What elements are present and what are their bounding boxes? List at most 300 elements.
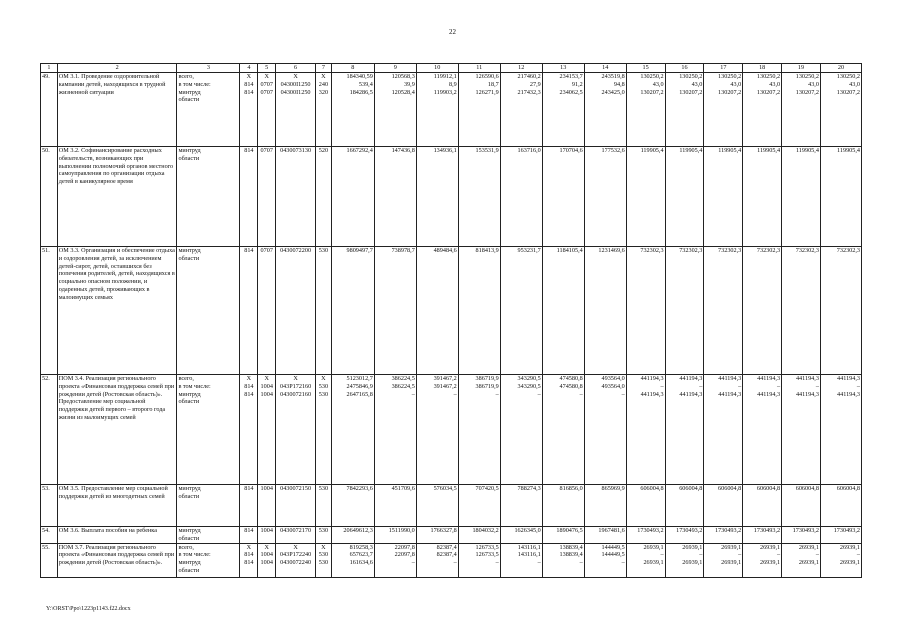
code-section-line: X: [264, 73, 269, 80]
year-amount-line: 39,9: [403, 80, 415, 88]
code-ministry: [240, 375, 258, 485]
code-ministry: [240, 543, 258, 577]
year-amount: [743, 73, 782, 147]
measure-name: ОМ 3.6. Выплата пособия на ребенка: [57, 527, 177, 544]
header-cell: 16: [665, 64, 704, 73]
year-amount-line: 386224,5: [391, 375, 415, 382]
year-amount-line: 818413,9: [475, 247, 499, 254]
code-ministry: [240, 73, 258, 147]
row-number: 49.: [41, 73, 58, 147]
total-amount-line: 819258,3: [349, 543, 373, 551]
year-amount: [374, 247, 416, 375]
header-cell: 17: [704, 64, 743, 73]
year-amount: [584, 375, 626, 485]
code-section-line: X: [264, 375, 269, 382]
executor: [177, 375, 240, 485]
year-amount-line: 119905,4: [795, 147, 819, 154]
total-amount-line: 7842293,6: [346, 485, 373, 492]
code-section-line: 1004: [260, 382, 273, 390]
year-amount: [416, 247, 458, 375]
year-amount-line: 126590,6: [475, 73, 499, 80]
year-amount-line: 1730493,2: [833, 527, 860, 534]
code-ministry: [240, 527, 258, 544]
row-number: 54.: [41, 527, 58, 544]
year-amount-line: 732302,3: [756, 247, 781, 254]
year-amount-line: 26939,1: [721, 543, 742, 551]
year-amount: [704, 543, 743, 577]
year-amount-line: 130207,2: [679, 88, 703, 96]
executor: [177, 147, 240, 247]
year-amount-line: 441194,3: [640, 375, 664, 382]
year-amount-line: 119905,4: [679, 147, 703, 154]
year-amount-line: 1967481,6: [598, 527, 625, 534]
year-amount-line: –: [660, 551, 664, 559]
total-amount-line: 9809497,7: [346, 247, 373, 254]
year-amount: [542, 375, 584, 485]
year-amount: [500, 485, 542, 527]
row-number: 52.: [41, 375, 58, 485]
year-amount-line: –: [537, 390, 541, 398]
year-amount-line: 153531,9: [475, 147, 499, 154]
total-amount-line: 5123012,7: [346, 375, 373, 382]
code-expense-line: 520: [318, 147, 329, 154]
code-expense-line: 530: [318, 551, 329, 559]
year-amount-line: 130250,2: [679, 73, 703, 80]
year-amount: [500, 543, 542, 577]
year-amount-line: 119912,1: [433, 73, 457, 80]
code-section-line: 0707: [260, 247, 273, 254]
year-amount-line: 130207,2: [795, 88, 819, 96]
year-amount-line: 386719,9: [475, 382, 499, 390]
executor-line: минтруд: [178, 147, 201, 154]
year-amount: [665, 73, 704, 147]
year-amount-line: –: [660, 382, 664, 390]
code-target: [276, 147, 316, 247]
executor-line: всего,: [178, 375, 194, 382]
year-amount: [500, 375, 542, 485]
measure-name: ПОМ 3.4. Реализация регионального проекта «Финансовая поддержка семей при рождении детей (Ростовская область)». Предоставление мер социальной поддержки детей первого – второго года жизни из малоимущих семей: [57, 375, 177, 485]
row-number: 50.: [41, 147, 58, 247]
row-number: 55.: [41, 543, 58, 577]
year-amount: [665, 527, 704, 544]
year-amount-line: 1511990,0: [388, 527, 415, 534]
year-amount-line: –: [453, 559, 457, 566]
year-amount-line: 144449,5: [601, 551, 625, 559]
year-amount-line: 738978,7: [391, 247, 415, 254]
executor-line: области: [178, 534, 200, 542]
year-amount-line: –: [856, 551, 860, 559]
year-amount-line: 126271,9: [475, 88, 499, 96]
code-target: [276, 543, 316, 577]
budget-table: [40, 63, 862, 578]
executor: [177, 247, 240, 375]
year-amount: [626, 485, 665, 527]
year-amount: [500, 73, 542, 147]
year-amount-line: 1730493,2: [676, 527, 703, 534]
row-number: 53.: [41, 485, 58, 527]
year-amount-line: 27,9: [529, 80, 541, 88]
header-cell: 10: [416, 64, 458, 73]
total-amount-line: 539,4: [358, 80, 373, 88]
measure-name: ОМ 3.5. Предоставление мер социальной поддержки детей из многодетных семей: [57, 485, 177, 527]
total-amount-line: 2647165,8: [346, 390, 373, 398]
code-expense: [316, 527, 332, 544]
table-row: [41, 527, 862, 544]
year-amount-line: 606004,8: [640, 485, 664, 492]
year-amount: [626, 375, 665, 485]
code-expense-line: 530: [318, 247, 329, 254]
code-section: [258, 527, 276, 544]
code-section-line: X: [264, 543, 269, 551]
year-amount-line: 441194,3: [679, 375, 703, 382]
year-amount-line: 732302,3: [836, 247, 860, 254]
code-ministry-line: 814: [244, 88, 254, 96]
year-amount-line: 1804032,2: [472, 527, 499, 534]
year-amount: [626, 527, 665, 544]
year-amount: [820, 247, 861, 375]
year-amount-line: –: [815, 551, 819, 559]
year-amount-line: –: [495, 390, 499, 398]
header-row: [41, 64, 862, 73]
year-amount-line: 43,0: [769, 80, 781, 88]
year-amount-line: –: [699, 551, 703, 559]
year-amount-line: 474580,8: [559, 382, 583, 390]
year-amount-line: 43,0: [652, 80, 664, 88]
measure-name: ОМ 3.2. Софинансирование расходных обязательств, возникающих при выполнении полномочий органов местного самоуправления по организации отдыха детей в каникулярное время: [57, 147, 177, 247]
code-target-line: X: [293, 543, 298, 551]
table-row: [41, 375, 862, 485]
year-amount-line: 606004,8: [718, 485, 742, 492]
year-amount-line: 1184105,4: [556, 247, 583, 254]
year-amount-line: 386224,5: [391, 382, 415, 390]
year-amount-line: 451709,6: [391, 485, 415, 492]
year-amount-line: 441194,3: [757, 390, 781, 398]
year-amount: [584, 247, 626, 375]
header-cell: 7: [316, 64, 332, 73]
year-amount: [820, 527, 861, 544]
year-amount-line: 120528,4: [391, 88, 415, 96]
code-section: [258, 375, 276, 485]
year-amount-line: 234153,7: [559, 73, 583, 80]
header-cell: 19: [782, 64, 821, 73]
year-amount-line: 732302,3: [795, 247, 819, 254]
year-amount: [584, 485, 626, 527]
year-amount: [416, 527, 458, 544]
code-ministry-line: 814: [244, 551, 254, 559]
year-amount-line: –: [495, 559, 499, 566]
year-amount-line: 732302,3: [640, 247, 664, 254]
year-amount: [665, 543, 704, 577]
year-amount-line: 489484,6: [433, 247, 457, 254]
year-amount: [374, 147, 416, 247]
year-amount-line: 26939,1: [798, 543, 819, 551]
code-target-line: 0430072160: [280, 390, 312, 398]
year-amount: [743, 543, 782, 577]
code-expense-line: 320: [318, 88, 329, 96]
executor-line: в том числе:: [178, 551, 211, 559]
code-expense-line: 530: [318, 390, 329, 398]
year-amount: [704, 247, 743, 375]
year-amount-line: 343290,5: [517, 382, 541, 390]
code-section-line: 0707: [260, 147, 273, 154]
year-amount-line: 130207,2: [756, 88, 781, 96]
total-amount: [331, 527, 374, 544]
year-amount-line: 22097,8: [394, 551, 415, 559]
year-amount-line: –: [776, 551, 781, 559]
code-expense-line: 530: [318, 527, 329, 534]
code-section-line: 0707: [260, 80, 273, 88]
year-amount: [458, 247, 500, 375]
year-amount-line: –: [738, 551, 742, 559]
total-amount-line: 161634,6: [349, 559, 373, 566]
code-target: [276, 247, 316, 375]
header-cell: 12: [500, 64, 542, 73]
year-amount-line: 493564,0: [601, 382, 625, 390]
year-amount: [374, 527, 416, 544]
code-expense-line: 240: [318, 80, 329, 88]
header-cell: 4: [240, 64, 258, 73]
code-expense: [316, 247, 332, 375]
year-amount: [743, 375, 782, 485]
code-expense: [316, 73, 332, 147]
year-amount-line: 386719,9: [475, 375, 499, 382]
code-target-line: 0430073130: [280, 147, 312, 154]
year-amount-line: 26939,1: [839, 559, 860, 566]
year-amount-line: 130207,2: [836, 88, 860, 96]
total-amount-line: 2475846,9: [346, 382, 373, 390]
year-amount: [743, 147, 782, 247]
executor-line: минтруд: [178, 527, 201, 534]
code-ministry-line: 814: [244, 80, 254, 88]
year-amount-line: 391467,2: [433, 382, 457, 390]
year-amount-line: 441194,3: [640, 390, 664, 398]
executor-line: в том числе:: [178, 382, 211, 390]
year-amount: [542, 527, 584, 544]
year-amount-line: 43,0: [849, 80, 860, 88]
year-amount-line: –: [579, 559, 583, 566]
year-amount-line: 130207,2: [640, 88, 664, 96]
year-amount-line: 130207,2: [718, 88, 742, 96]
executor-line: всего,: [178, 543, 194, 551]
total-amount: [331, 543, 374, 577]
year-amount-line: 441194,3: [679, 390, 703, 398]
total-amount-line: 184286,5: [349, 88, 373, 96]
header-cell: 1: [41, 64, 58, 73]
year-amount: [665, 485, 704, 527]
year-amount: [743, 485, 782, 527]
executor-line: области: [178, 254, 200, 262]
code-section: [258, 73, 276, 147]
year-amount: [458, 375, 500, 485]
executor-line: области: [178, 154, 200, 162]
code-expense-line: X: [321, 543, 326, 551]
year-amount-line: 243519,8: [601, 73, 625, 80]
measure-name: ОМ 3.3. Организация и обеспечение отдыха и оздоровления детей, за исключением детей-сирот, детей, оставшихся без попечения родителей, детей, находящихся в социально опасном положении, и одаренных детей, проживающих в малоимущих семьях: [57, 247, 177, 375]
year-amount: [458, 543, 500, 577]
year-amount-line: 732302,3: [679, 247, 703, 254]
file-path-footer: Y:\ORST\Ppo\1223p1143.f22.docx: [46, 606, 131, 612]
year-amount-line: 147436,8: [391, 147, 415, 154]
year-amount-line: 343290,5: [517, 375, 541, 382]
year-amount-line: 119903,2: [433, 88, 457, 96]
executor-line: всего,: [178, 73, 194, 80]
code-section-line: 1004: [260, 559, 273, 566]
code-target-line: 04300I1250: [280, 80, 311, 88]
year-amount-line: 441194,3: [837, 390, 860, 398]
year-amount-line: 144449,5: [601, 543, 625, 551]
code-target-line: X: [293, 375, 298, 382]
year-amount: [782, 485, 821, 527]
header-cell: 6: [276, 64, 316, 73]
year-amount: [820, 73, 861, 147]
code-section-line: 1004: [260, 390, 273, 398]
year-amount-line: 130250,2: [836, 73, 860, 80]
year-amount: [374, 485, 416, 527]
year-amount-line: 177532,6: [601, 147, 625, 154]
code-ministry-line: 814: [244, 527, 254, 534]
year-amount-line: –: [411, 390, 415, 398]
year-amount: [374, 375, 416, 485]
executor-line: минтруд: [178, 88, 201, 96]
year-amount-line: 26939,1: [721, 559, 742, 566]
year-amount: [542, 247, 584, 375]
year-amount: [626, 543, 665, 577]
table-row: [41, 73, 862, 147]
table-row: [41, 147, 862, 247]
code-expense-line: X: [321, 73, 326, 80]
code-ministry: [240, 147, 258, 247]
year-amount-line: 493564,0: [601, 375, 625, 382]
executor: [177, 485, 240, 527]
year-amount-line: 606004,8: [756, 485, 781, 492]
year-amount: [458, 485, 500, 527]
year-amount: [416, 375, 458, 485]
code-target: [276, 375, 316, 485]
code-ministry-line: X: [246, 375, 252, 382]
year-amount-line: 130250,2: [640, 73, 664, 80]
year-amount: [626, 247, 665, 375]
code-ministry-line: 814: [244, 559, 254, 566]
year-amount: [542, 147, 584, 247]
year-amount-line: 441194,3: [757, 375, 781, 382]
year-amount: [542, 485, 584, 527]
year-amount-line: 26939,1: [798, 559, 819, 566]
code-ministry: [240, 247, 258, 375]
code-target-line: 0430072150: [280, 485, 312, 492]
executor-line: минтруд: [178, 390, 201, 398]
year-amount-line: 26939,1: [682, 559, 703, 566]
total-amount: [331, 247, 374, 375]
year-amount: [626, 73, 665, 147]
header-cell: 11: [458, 64, 500, 73]
year-amount: [458, 147, 500, 247]
header-cell: 13: [542, 64, 584, 73]
year-amount: [820, 375, 861, 485]
year-amount: [665, 375, 704, 485]
year-amount: [782, 73, 821, 147]
year-amount-line: 26939,1: [759, 559, 781, 566]
executor-line: минтруд: [178, 559, 201, 566]
year-amount: [743, 247, 782, 375]
measure-name: ПОМ 3.7. Реализация регионального проекта «Финансовая поддержка семей при рождении детей (Ростовская область)».: [57, 543, 177, 577]
year-amount: [500, 147, 542, 247]
total-amount: [331, 375, 374, 485]
code-target: [276, 73, 316, 147]
year-amount-line: 1730493,2: [714, 527, 742, 534]
code-expense-line: 530: [318, 382, 329, 390]
header-cell: 8: [331, 64, 374, 73]
year-amount-line: 1231469,6: [598, 247, 625, 254]
year-amount-line: 816856,0: [559, 485, 583, 492]
year-amount-line: 163716,0: [517, 147, 541, 154]
year-amount-line: 82387,4: [436, 543, 457, 551]
year-amount: [584, 73, 626, 147]
year-amount-line: 26939,1: [643, 543, 664, 551]
header-cell: 18: [743, 64, 782, 73]
year-amount: [584, 527, 626, 544]
year-amount: [416, 147, 458, 247]
year-amount-line: 441194,3: [795, 375, 819, 382]
table-row: [41, 485, 862, 527]
code-target: [276, 485, 316, 527]
code-ministry-line: 814: [244, 247, 254, 254]
year-amount-line: 126733,5: [475, 551, 499, 559]
code-ministry: [240, 485, 258, 527]
year-amount: [820, 147, 861, 247]
year-amount: [458, 73, 500, 147]
year-amount-line: 126733,5: [475, 543, 499, 551]
year-amount-line: 441194,3: [718, 375, 742, 382]
year-amount-line: 22097,8: [394, 543, 415, 551]
year-amount-line: 26939,1: [839, 543, 860, 551]
code-section-line: 1004: [260, 551, 273, 559]
code-expense-line: 530: [318, 485, 329, 492]
code-target-line: 043P172160: [279, 382, 312, 390]
year-amount-line: 134936,1: [433, 147, 457, 154]
year-amount-line: 441194,3: [718, 390, 742, 398]
year-amount-line: –: [453, 390, 457, 398]
measure-name: ОМ 3.1. Проведение оздоровительной кампании детей, находящихся в трудной жизненной ситуации: [57, 73, 177, 147]
year-amount-line: 1730493,2: [637, 527, 664, 534]
year-amount: [584, 543, 626, 577]
year-amount-line: 170704,6: [559, 147, 583, 154]
year-amount: [704, 73, 743, 147]
code-section: [258, 543, 276, 577]
header-cell: 5: [258, 64, 276, 73]
year-amount-line: 576034,5: [433, 485, 457, 492]
year-amount: [584, 147, 626, 247]
executor-line: минтруд: [178, 247, 201, 254]
total-amount: [331, 147, 374, 247]
year-amount: [416, 485, 458, 527]
year-amount: [704, 375, 743, 485]
year-amount-line: 91,2: [571, 80, 583, 88]
executor-line: области: [178, 566, 200, 574]
year-amount-line: 43,0: [730, 80, 742, 88]
year-amount-line: –: [738, 382, 742, 390]
year-amount-line: –: [537, 559, 541, 566]
table-row: [41, 543, 862, 577]
year-amount-line: 26939,1: [682, 543, 703, 551]
year-amount: [665, 247, 704, 375]
year-amount: [626, 147, 665, 247]
year-amount-line: 143116,1: [517, 543, 541, 551]
year-amount-line: –: [579, 390, 583, 398]
executor: [177, 527, 240, 544]
code-section-line: 1004: [260, 485, 273, 492]
code-target-line: 043P172240: [279, 551, 312, 559]
table-row: [41, 247, 862, 375]
